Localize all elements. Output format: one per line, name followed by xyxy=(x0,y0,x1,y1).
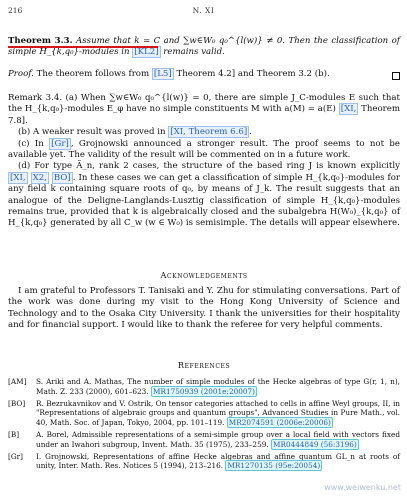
remark-b-1: (b) A weaker result was proved in xyxy=(18,127,166,138)
cite-gr[interactable]: [Gr] xyxy=(51,138,69,149)
reference-item xyxy=(8,452,400,472)
watermark: www.weiwenku.net xyxy=(324,483,401,492)
references-heading: References xyxy=(177,360,231,370)
proof-text-1: The theorem follows from xyxy=(36,69,150,79)
remark-c-2: , Grojnowski announced a stronger result. The proof seems to not be available yet. The validity of the result will be commented on in a future work. xyxy=(8,138,400,161)
page-number: 216 xyxy=(8,6,23,15)
reference-item xyxy=(8,430,400,450)
red-underline xyxy=(8,46,158,48)
theorem-label: Theorem 3.3. xyxy=(8,36,73,46)
remark-block xyxy=(8,93,400,230)
cite-xi-6-6[interactable]: [XI, Theorem 6.6] xyxy=(170,127,248,138)
remark-a-2: Theorem 7.8]. xyxy=(8,104,400,126)
references-list xyxy=(8,377,400,473)
qed-box xyxy=(392,72,400,80)
reference-text: S. Ariki and A. Mathas, The number of simple modules of the Hecke algebras of type G(r, 1, n), Math. Z. 233 (2000), 601–623. xyxy=(36,377,400,396)
reference-tag: [B] xyxy=(8,429,20,439)
remark-b-2: . xyxy=(249,127,252,138)
theorem-statement: ∑w∈W₀ q₀^{l(w)} ≠ 0. Then the classification of simple H_{k,q₀}-modules in xyxy=(8,36,400,58)
remark-a-1: Remark 3.4. (a) When ∑w∈W₀ q₀^{l(w)} = 0, there are simple J_C-modules E such that the H_{k,q₀}-modules E_φ have no simple constituents M with a(M) = a(E) xyxy=(8,93,400,115)
cite-x2[interactable]: X2, xyxy=(32,172,47,183)
remark-c-1: (c) In xyxy=(18,138,44,149)
mr-link[interactable]: MR1270135 (95e:20054) xyxy=(227,461,321,471)
page-header xyxy=(8,6,399,18)
proof-label: Proof. xyxy=(8,69,34,79)
mr-link[interactable]: MR2074591 (2006e:20006) xyxy=(228,418,331,428)
reference-tag: [AM] xyxy=(8,377,27,386)
reference-text: A. Borel, Admissible representations of a semi-simple group over a local field with vectors fixed under an Iwahori subgroup, Invent. Math. 35 (1975), 233–259. xyxy=(36,429,400,449)
cite-bo[interactable]: BO] xyxy=(53,172,71,183)
acknowledgements-text: I am grateful to Professors T. Tanisaki and Y. Zhu for stimulating conversations. Part of the work was done during my visit to the Hong Kong University of Science and Technology and to the Osaka City University. I thank the universities for their hospitality and for financial support. I would like to thank the referee for very helpful comments. xyxy=(8,286,400,331)
reference-tag: [BO] xyxy=(8,398,26,408)
reference-text: I. Grojnowski, Representations of affine Hecke algebras and affine quantum GL_n at roots of unity, Inter. Math. Res. Notices 5 (1994), 213–216. xyxy=(36,451,400,471)
remark-d-1: (d) For type Ã_n, rank 2 cases, the structure of the based ring J is known explicitly xyxy=(18,161,400,172)
proof-text-2: Theorem 4.2] and Theorem 3.2 (b). xyxy=(176,69,330,79)
reference-tag: [Gr] xyxy=(8,451,24,461)
reference-text: R. Bezrukavnikov and V. Ostrik, On tensor categories attached to cells in affine Weyl groups, II, in "Representations of algebraic groups and quantum groups", Advanced Studies in Pure Math., vol. 40, Math. Soc. of Japan, Tokyo, 2004, pp. 101–119. xyxy=(36,398,400,428)
cite-xi[interactable]: [XI, xyxy=(340,104,357,115)
cite-kl2[interactable]: [KL2] xyxy=(134,47,159,58)
mr-link[interactable]: MR1750939 (2001e:20007) xyxy=(152,386,256,396)
mr-link[interactable]: MR0444849 (56:3196) xyxy=(273,439,357,449)
proof-block xyxy=(8,69,400,80)
theorem-underlined: Assume that k = C and xyxy=(76,36,180,46)
reference-item xyxy=(8,399,400,428)
theorem-end: remains valid. xyxy=(163,47,225,58)
remark-d-2: . In these cases we can get a classification of simple H_{k,q₀}-modules for any field k containing square roots of q₀, by means of J_k. The result suggests that an analogue of the Deligne-Langlands-Lusztig classification of simple H_{k,q₀}-modules remains true, provided that k is algebraically closed and the subalgebra H(W₀)_{k,q₀} of H_{k,q₀} generated by all C_w (w ∈ W₀) is semisimple. The details will appear elsewhere. xyxy=(8,172,401,229)
acknowledgements-heading: Acknowledgements xyxy=(160,270,248,280)
running-head: N. XI xyxy=(192,6,215,15)
reference-item xyxy=(8,377,400,397)
cite-l5[interactable]: [L5] xyxy=(153,69,172,79)
cite-x1[interactable]: [XI, xyxy=(10,172,26,183)
acknowledgements-block xyxy=(8,286,400,332)
